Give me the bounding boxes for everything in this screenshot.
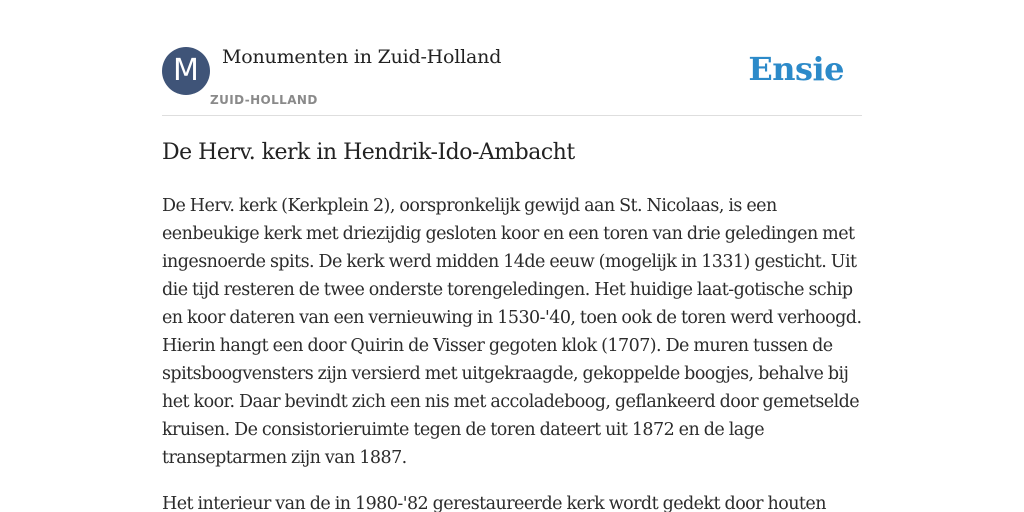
brand-logo[interactable]: Ensie [748,50,844,88]
article-title: De Herv. kerk in Hendrik-Ido-Ambacht [162,140,575,165]
avatar[interactable]: M [162,47,210,95]
article-paragraph: De Herv. kerk (Kerkplein 2), oorspronkelijk gewijd aan St. Nicolaas, is een eenbeukige kerk met driezijdig gesloten koor en een toren van drie geledingen met ingesnoerde spits. De kerk werd midden 14de eeuw (mogelijk in 1331) gesticht. Uit die tijd resteren de twee onderste torengeledingen. Het huidige laat-gotische schip en koor dateren van een vernieuwing in 1530-'40, toen ook de toren werd verhoogd. Hierin hangt een door Quirin de Visser gegoten klok (1707). De muren tussen de spitsboogvensters zijn versierd met uitgekraagde, gekoppelde boogjes, behalve bij het koor. Daar bevindt zich een nis met accoladeboog, geflankeerd door gemetselde kruisen. De consistorieruimte tegen de toren dateert uit 1872 en de lage transeptarmen zijn van 1887. [162,196,862,468]
category-label[interactable]: ZUID-HOLLAND [210,93,318,107]
header-divider [162,115,862,116]
book-title-link[interactable]: Monumenten in Zuid-Holland [222,46,502,68]
header [162,46,862,116]
article-paragraph: Het interieur van de in 1980-'82 gerestaureerde kerk wordt gedekt door houten [162,494,826,512]
